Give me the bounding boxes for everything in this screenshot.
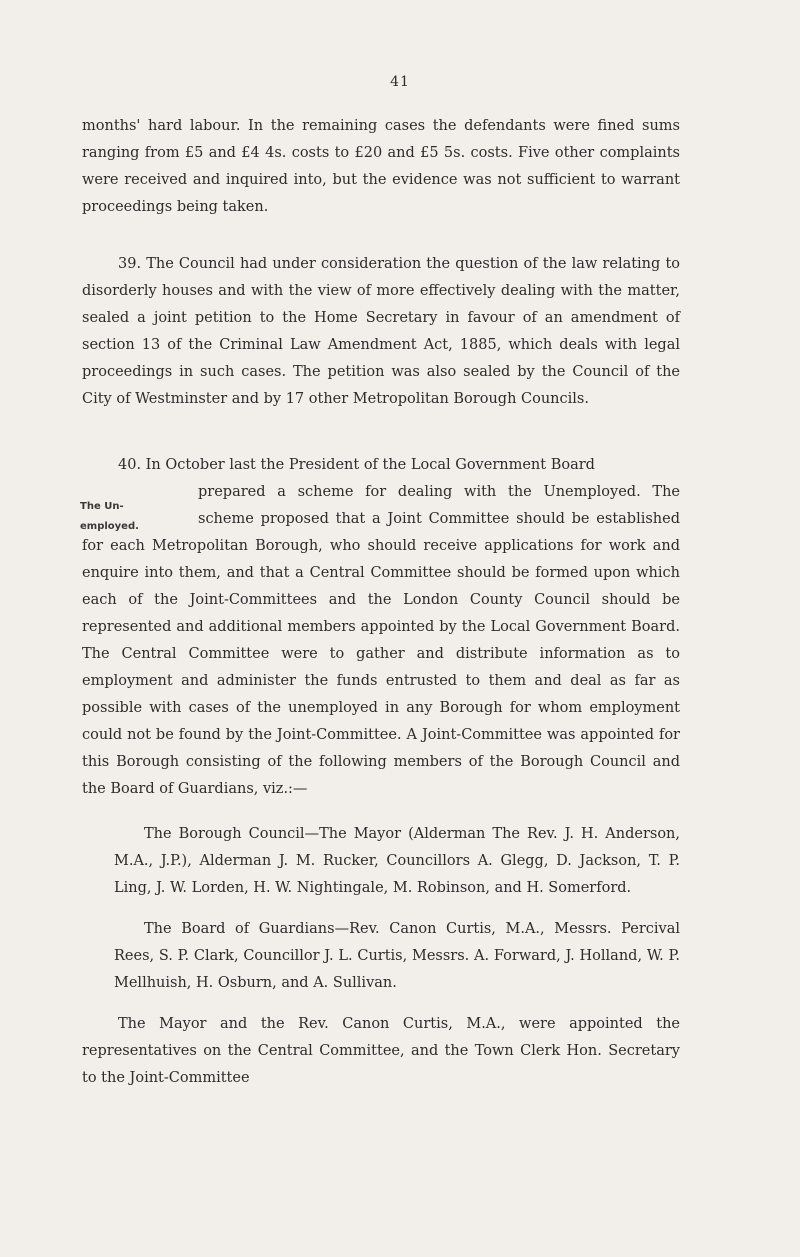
margin-note-line-2: employed. — [80, 521, 139, 532]
council-members-list: The Borough Council—The Mayor (Alderman The Rev. J. H. Anderson, M.A., J.P.), Alderman J. M. Rucker, Councillors A. Glegg, D. Jackson, T. P. Ling, J. W. Lorden, H. W. Nightingale, M. Robinson, and H. Somerford. — [114, 826, 680, 896]
paragraph-40 — [82, 452, 680, 803]
guardian-members-list: The Board of Guardians—Rev. Canon Curtis, M.A., Messrs. Percival Rees, S. P. Clark, Councillor J. L. Curtis, Messrs. A. Forward, J. Holland, W. P. Mellhuish, H. Osburn, and A. Sullivan. — [114, 921, 680, 991]
paragraph-final: The Mayor and the Rev. Canon Curtis, M.A., were appointed the representatives on the Central Committee, and the Town Clerk Hon. Secretary to the Joint-Committee — [82, 1016, 680, 1086]
margin-note-line-1: The Un- — [80, 501, 124, 512]
paragraph-39: 39. The Council had under consideration the question of the law relating to disorderly houses and with the view of more effectively dealing with the matter, sealed a joint petition to the Home Secretary in favour of an amendment of section 13 of the Criminal Law Amendment Act, 1885, which deals with legal proceedings in such cases. The petition was also sealed by the Council of the City of Westminster and by 17 other Metropolitan Borough Councils. — [82, 256, 680, 407]
paragraph-continuation: months' hard labour. In the remaining cases the defendants were fined sums ranging from £5 and £4 4s. costs to £20 and £5 5s. costs. Five other complaints were received and inquired into, but the evidence was not sufficient to warrant proceedings being taken. — [82, 118, 680, 215]
paragraph-40-intro: 40. In October last the President of the Local Government Board — [118, 457, 595, 473]
page-number: 41 — [390, 74, 410, 90]
paragraph-40-body: prepared a scheme for dealing with the Unemployed. The scheme proposed that a Joint Committee should be established for each Metropolitan Borough, who should receive applications for work and enquire into them, and that a Central Committee should be formed upon which each of the Joint-Committees and the London County Council should be represented and additional members appointed by the Local Government Board. The Central Committee were to gather and distribute information as to employment and administer the funds entrusted to them and deal as far as possible with cases of the unemployed in any Borough for whom employment could not be found by the Joint-Committee. A Joint-Committee was appointed for this Borough consisting of the following members of the Borough Council and the Board of Guardians, viz.:— — [82, 484, 680, 797]
margin-note — [80, 497, 142, 537]
